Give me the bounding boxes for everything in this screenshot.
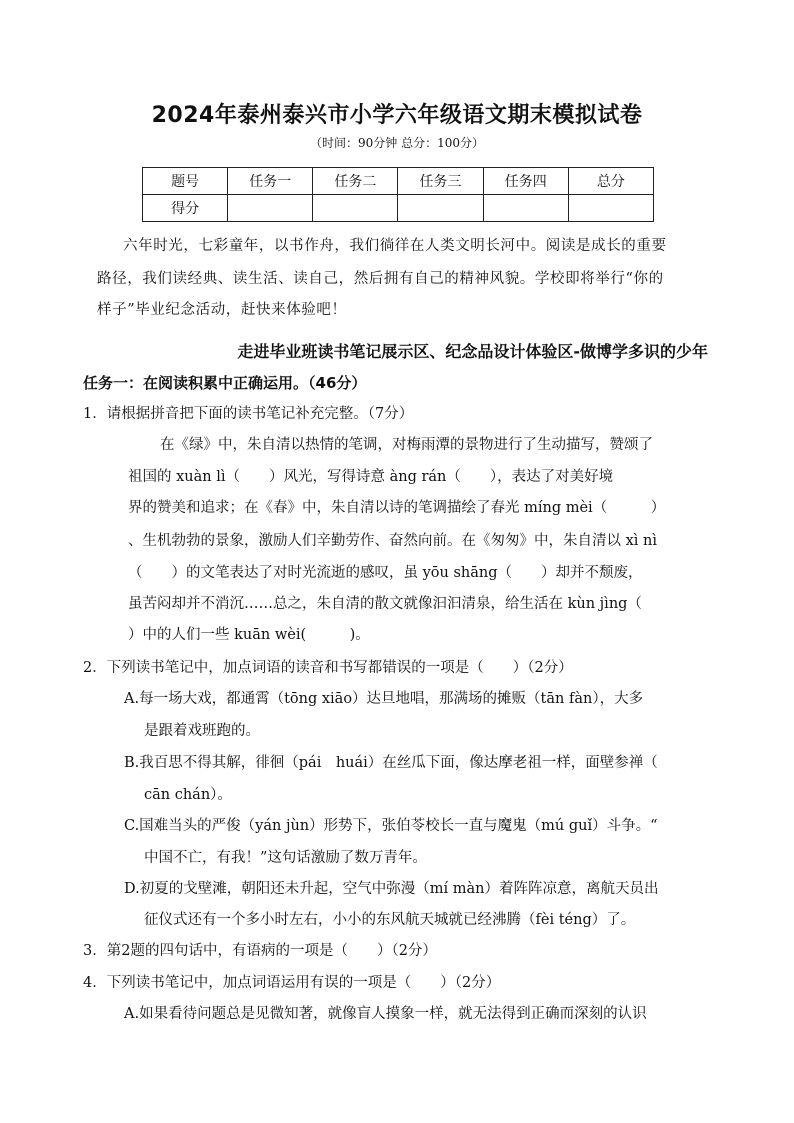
score-header-cell: 题号 <box>143 168 228 195</box>
question-1-line: 、生机勃勃的景象，激励人们辛勤劳作、奋然向前。在《匆匆》中，朱自清以 xì nì <box>128 533 658 549</box>
exam-title: 2024年泰州泰兴市小学六年级语文期末模拟试卷 <box>151 103 643 128</box>
score-empty-cell <box>228 195 313 222</box>
intro-line: 六年时光，七彩童年，以书作舟，我们徜徉在人类文明长河中。阅读是成长的重要 <box>123 238 667 254</box>
section-title: 走进毕业班读书笔记展示区、纪念品设计体验区-做博学多识的少年 <box>237 342 708 361</box>
score-empty-cell <box>313 195 398 222</box>
score-empty-cell <box>398 195 483 222</box>
score-table-header-row <box>143 168 654 195</box>
score-header-cell: 任务一 <box>228 168 313 195</box>
score-header-cell: 总分 <box>568 168 653 195</box>
exam-subtitle: （时间：90分钟 总分：100分） <box>310 136 484 150</box>
question-2-stem: 2．下列读书笔记中，加点词语的读音和书写都错误的一项是（ ）（2分） <box>83 660 573 676</box>
score-header-cell: 任务三 <box>398 168 483 195</box>
score-header-cell: 任务四 <box>483 168 568 195</box>
question-1-line: （ ）的文笔表达了对时光流逝的感叹，虽 yōu shāng（ ）却并不颓废， <box>128 565 643 581</box>
question-2-option: 是跟着戏班跑的。 <box>144 723 260 739</box>
question-3-stem: 3．第2题的四句话中，有语病的一项是（ ）（2分） <box>83 943 437 959</box>
score-empty-cell <box>568 195 653 222</box>
question-2-option: D.初夏的戈壁滩，朝阳还未升起，空气中弥漫（mí màn）着阵阵凉意，离航天员出 <box>124 881 659 897</box>
question-1-line: 祖国的 xuàn lì（ ）风光，写得诗意 àng rán（ ），表达了对美好境 <box>128 469 614 485</box>
question-1-line: 界的赞美和追求；在《春》中，朱自清以诗的笔调描绘了春光 míng mèi（ ） <box>128 500 666 516</box>
question-2-option: 征仪式还有一个多小时左右，小小的东风航天城就已经沸腾（fèi téng）了。 <box>144 912 636 928</box>
task1-title: 任务一：在阅读积累中正确运用。（46分） <box>83 374 367 392</box>
question-1-stem: 1．请根据拼音把下面的读书笔记补充完整。（7分） <box>83 406 414 422</box>
score-table-score-row <box>143 195 654 222</box>
question-2-option: cān chán）。 <box>144 787 232 803</box>
intro-line: 样子”毕业纪念活动，赶快来体验吧！ <box>97 302 347 318</box>
question-2-option: C.国难当头的严俊（yán jùn）形势下，张伯苓校长一直与魔鬼（mú guǐ）斗争。“ <box>124 818 658 834</box>
score-empty-cell <box>483 195 568 222</box>
question-4-option: A.如果看待问题总是见微知著，就像盲人摸象一样，就无法得到正确而深刻的认识 <box>124 1006 647 1022</box>
question-2-option: 中国不亡，有我！”这句话激励了数万青年。 <box>144 850 427 866</box>
question-1-line: 虽苦闷却并不消沉……总之，朱自清的散文就像汩汩清泉，给生活在 kùn jìng（ <box>128 596 642 612</box>
score-table <box>142 167 654 222</box>
score-row-label: 得分 <box>143 195 228 222</box>
question-2-option: A.每一场大戏，都通霄（tōng xiāo）达旦地唱，那满场的摊贩（tān fàn），大多 <box>124 691 644 707</box>
score-header-cell: 任务二 <box>313 168 398 195</box>
question-4-stem: 4．下列读书笔记中，加点词语运用有误的一项是（ ）（2分） <box>83 975 501 991</box>
intro-line: 路径，我们读经典、读生活、读自己，然后拥有自己的精神风貌。学校即将举行“你的 <box>97 271 664 287</box>
question-2-option: B.我百思不得其解，徘徊（pái huái）在丝瓜下面，像达摩老祖一样，面壁参禅（ <box>124 755 658 771</box>
question-1-line: ）中的人们一些 kuān wèi( )。 <box>128 627 370 643</box>
question-1-line: 在《绿》中，朱自清以热情的笔调，对梅雨潭的景物进行了生动描写，赞颂了 <box>160 437 653 453</box>
